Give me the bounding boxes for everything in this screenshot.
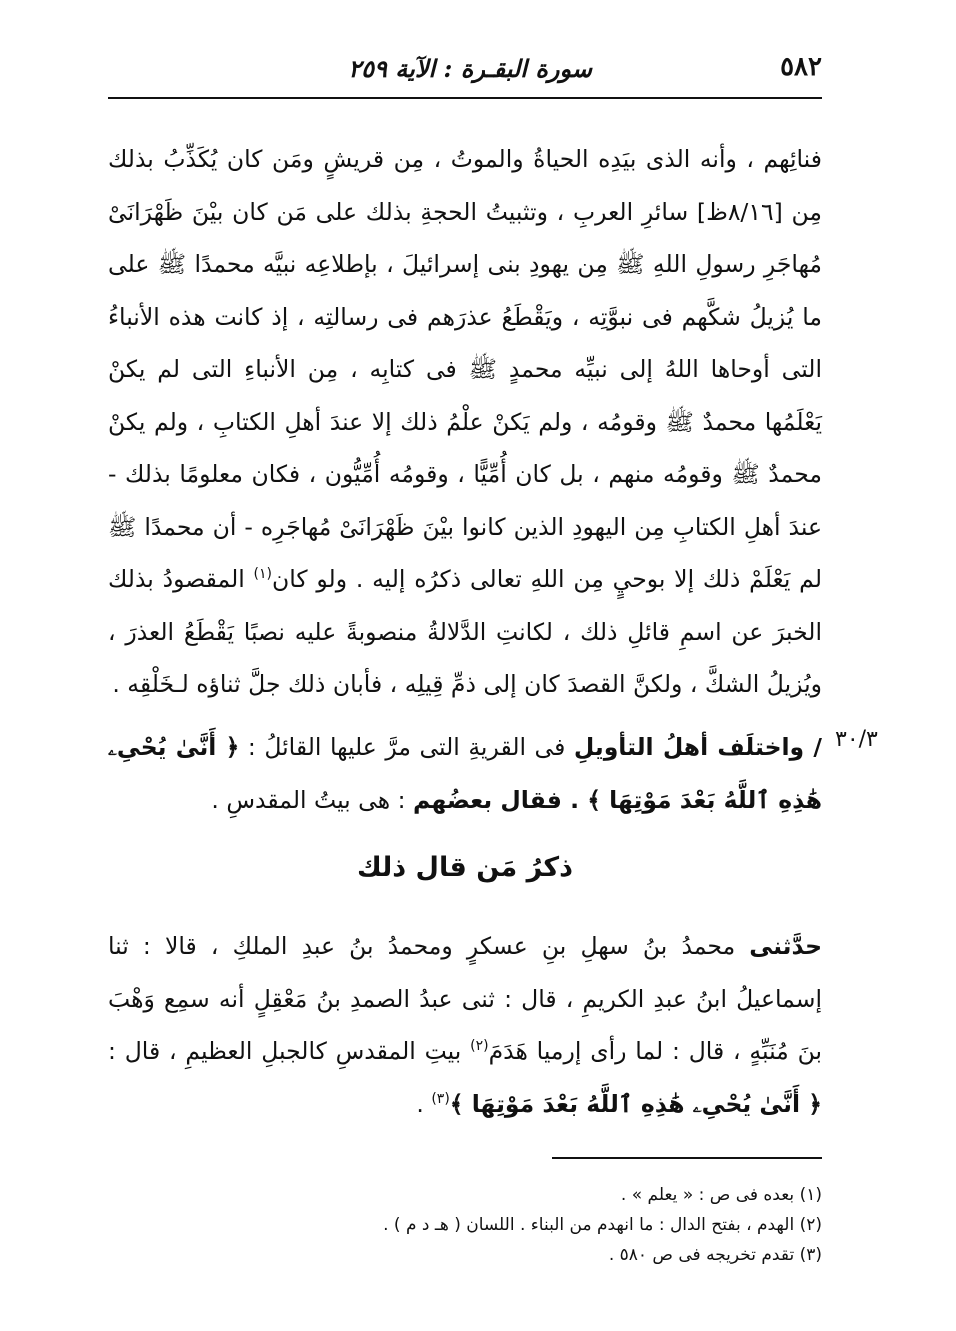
paragraph-1-end: المقصودُ بذلك الخبرَ عن اسمِ قائلِ ذلك ، لكانتِ الدَّلالةُ منصوبةً عليه نصبًا يَقْطَعُ العذرَ ، ويُزيلُ الشكَّ ، ولكنَّ القصدَ كان إلى ذمِّ قِيلِه ، فأبان ذلك جلَّ ثناؤه لـخَلْقِه . bbox=[108, 565, 822, 698]
paragraph-1 bbox=[108, 133, 822, 711]
running-title: سورة البقـرة : الآية ٢٥٩ bbox=[348, 54, 592, 83]
paragraph-3-text: محمدُ بنُ سهلِ بنِ عسكرٍ ومحمدُ بنُ عبدِ الملكِ ، قالا : ثنا إسماعيلُ ابنُ عبدِ الكريمِ ، قال : ثنى عبدُ الصمدِ بنُ مَعْقِلٍ أنه سمِع وَهْبَ بنَ مُنَبِّهٍ ، قال : لما رأى إرميا هَدَمَ bbox=[108, 932, 822, 1065]
footnote-ref-3: (٣) bbox=[431, 1090, 450, 1107]
paragraph-2-text: فى القريةِ التى مرَّ عليها القائلُ : bbox=[239, 733, 574, 761]
footnote-3: (٣) تقدم تخريجه فى ص ٥٨٠ . bbox=[608, 1245, 822, 1265]
footnote-rule bbox=[552, 1157, 822, 1159]
paragraph-1-text: فنائِهم ، وأنه الذى بيَدِه الحياةُ والموتُ ، مِن قريشٍ ومَن كان يُكَذِّبُ بذلك مِن [٨/١٦ظ] سائرِ العربِ ، وتثبيتُ الحجةِ بذلك على مَن كان بيْنَ ظَهْرَانَىْ مُهاجَرِ رسولِ اللهِ ﷺ مِن يهودِ بنى إسرائيلَ ، بإطلاعِه نبيَّه محمدًا ﷺ على ما يُزيلُ شكَّهم فى نبوَّتِه ، ويَقْطَعُ عذرَهم فى رسالتِه ، إذ كانت هذه الأنباءُ التى أوحاها اللهُ إلى نبيِّه محمدٍ ﷺ فى كتابِه ، مِن الأنباءِ التى لم يكنْ يَعْلَمُها محمدٌ ﷺ وقومُه ، ولم يَكنْ علْمُ ذلك إلا عندَ أهلِ الكتابِ ، ولم يكنْ محمدٌ ﷺ وقومُه منهم ، بل كان أُمِّيًّا ، وقومُه أُمِّيُّون ، فكان معلومًا بذلك - عندَ أهلِ الكتابِ مِن اليهودِ الذين كانوا بيْنَ ظَهْرَانَىْ مُهاجَرِه - أن محمدًا ﷺ لم يَعْلَمْ ذلك إلا بوحيٍ مِن اللهِ تعالى ذكرُه إليه . ولو كان bbox=[108, 145, 822, 593]
paragraph-2 bbox=[108, 721, 822, 826]
page-number: ٥٨٢ bbox=[780, 52, 822, 82]
paragraph-3-lead: حدَّثنى bbox=[749, 932, 822, 960]
quran-quote-1: ﴿ أَنَّىٰ يُحْىِۦ هَٰذِهِ ٱللَّهُ بَعْدَ مَوْتِهَا ﴾ bbox=[108, 733, 822, 814]
quran-quote-2: ﴿ أَنَّىٰ يُحْىِۦ هَٰذِهِ ٱللَّهُ بَعْدَ مَوْتِهَا ﴾ bbox=[449, 1089, 822, 1118]
footnote-2: (٢) الهدم ، بفتح الدال : ما انهدم من البناء . اللسان ( هـ د م ) . bbox=[383, 1215, 822, 1235]
section-heading: ذكرُ مَن قال ذلك bbox=[357, 852, 573, 883]
paragraph-3-mid: بيتِ المقدسِ كالجبلِ العظيمِ ، قال : bbox=[108, 1037, 471, 1065]
footnote-ref-1: (١) bbox=[253, 566, 273, 583]
footnote-ref-2: (٢) bbox=[470, 1038, 489, 1055]
paragraph-3-end: . bbox=[416, 1089, 432, 1118]
paragraph-3 bbox=[108, 920, 822, 1130]
running-head bbox=[108, 52, 822, 92]
paragraph-2-lead: / واختلَف أهلُ التأويلِ bbox=[573, 733, 822, 761]
footnotes bbox=[108, 1180, 822, 1270]
footnote-1: (١) بعده فى ص : « يعلم » . bbox=[620, 1185, 822, 1205]
paragraph-2-end: : هى بيتُ المقدسِ . bbox=[211, 785, 414, 814]
paragraph-2-lead-2: . فقال بعضُهم bbox=[413, 785, 588, 814]
margin-reference: ٣٠/٣ bbox=[835, 727, 878, 752]
header-rule bbox=[108, 97, 822, 99]
